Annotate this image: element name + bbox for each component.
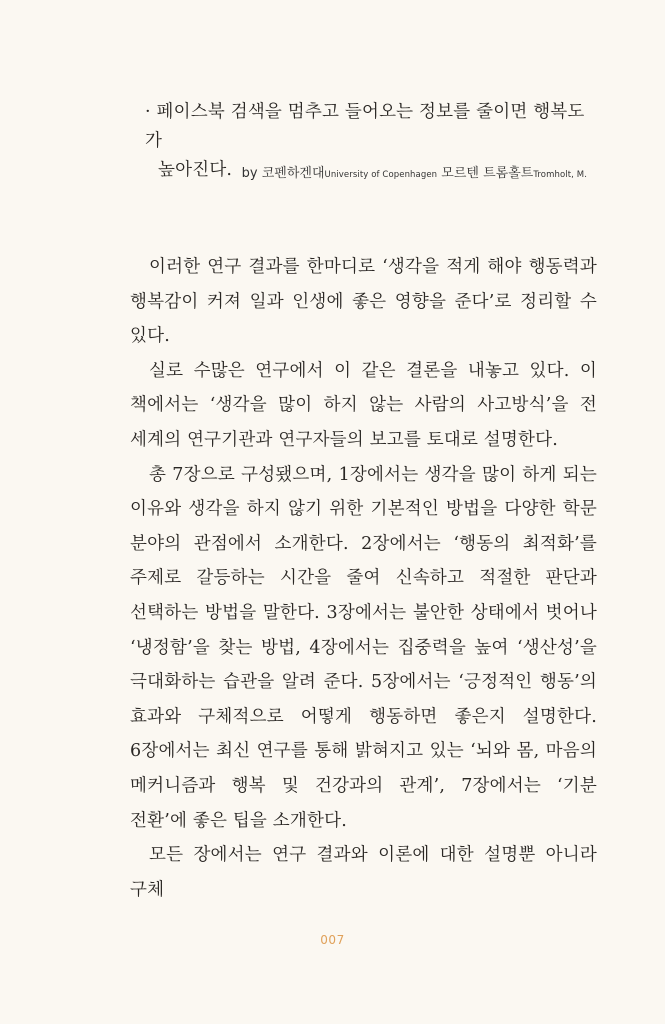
quote-line-1: · 페이스북 검색을 멈추고 들어오는 정보를 줄이면 행복도가 [145, 102, 585, 151]
citation-author-en: Tromholt, M. [533, 170, 587, 180]
paragraph: 모든 장에서는 연구 결과와 이론에 대한 설명뿐 아니라 구체 [130, 845, 597, 900]
citation-author: 모르텐 트롬홀트 [437, 166, 534, 181]
quote-line-2: 높아진다. [158, 160, 233, 180]
quote-citation [242, 162, 587, 181]
paragraph: 이러한 연구 결과를 한마디로 ‘생각을 적게 해야 행동력과 행복감이 커져 일과 인생에 좋은 영향을 준다’로 정리할 수 있다. [130, 257, 597, 347]
citation-prefix: by 코펜하겐대 [241, 166, 325, 181]
paragraph: 실로 수많은 연구에서 이 같은 결론을 내놓고 있다. 이 책에서는 ‘생각을 많이 하지 않는 사람의 사고방식’을 전 세계의 연구기관과 연구자들의 보고를 토대로 설명한다. [130, 360, 597, 450]
paragraph: 총 7장으로 구성됐으며, 1장에서는 생각을 많이 하게 되는 이유와 생각을 하지 않기 위한 기본적인 방법을 다양한 학문 분야의 관점에서 소개한다. 2장에서는 ‘행동의 최적화’를 주제로 갈등하는 시간을 줄여 신속하고 적절한 판단과 선택하는 방법을 말한다. 3장에서는 불안한 상태에서 벗어나 ‘냉정함’을 찾는 방법, 4장에서는 집중력을 높여 ‘생산성’을 극대화하는 습관을 알려 준다. 5장에서는 ‘긍정적인 행동’의 효과와 구체적으로 어떻게 행동하면 좋은지 설명한다. 6장에서는 최신 연구를 통해 밝혀지고 있는 ‘뇌와 몸, 마음의 메커니즘과 행복 및 건강과의 관계’, 7장에서는 ‘기분 전환’에 좋은 팁을 소개한다. [130, 464, 597, 831]
body-text [130, 250, 597, 907]
page-number: 007 [320, 933, 345, 947]
citation-university-en: University of Copenhagen [324, 170, 438, 180]
